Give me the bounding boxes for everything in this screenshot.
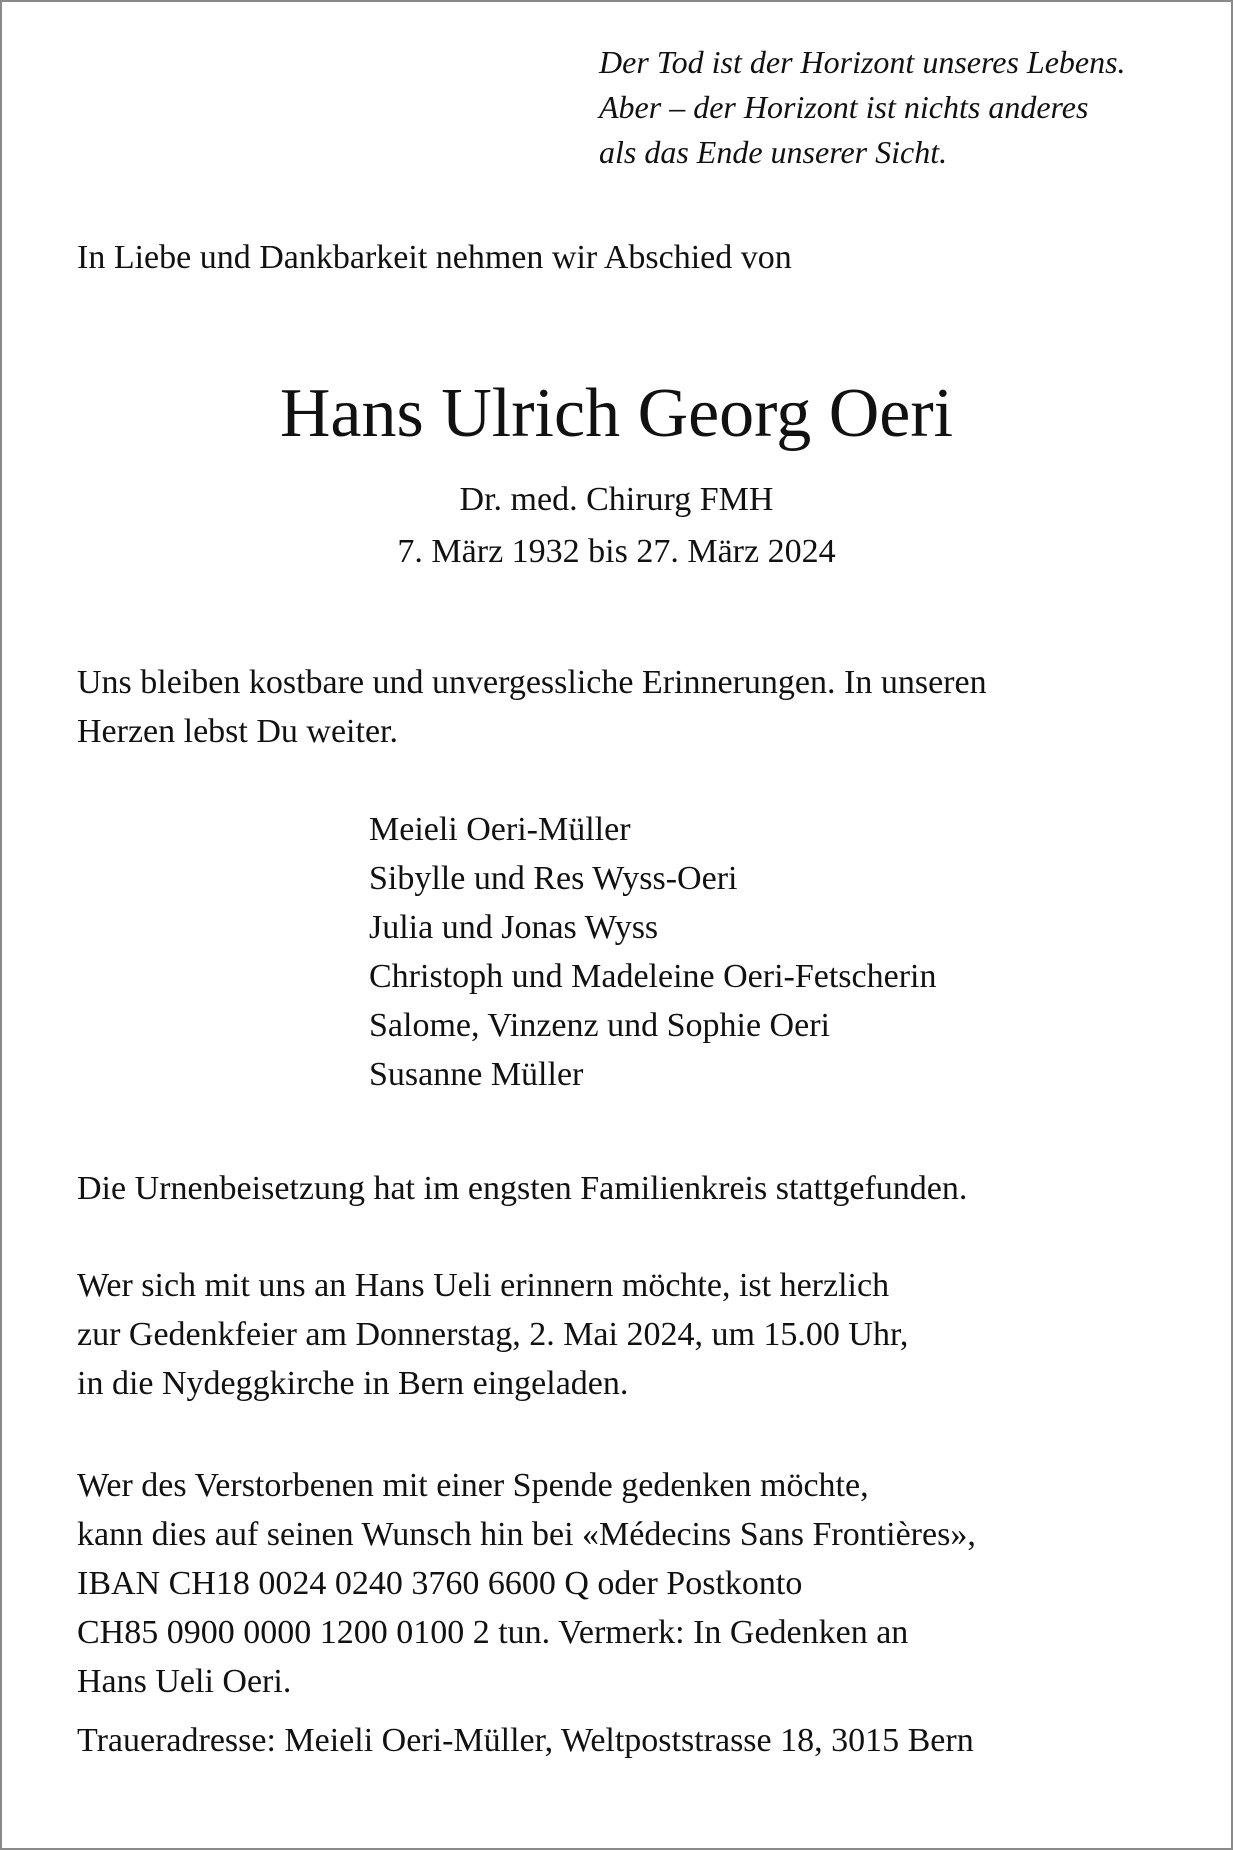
paragraph-line: Hans Ueli Oeri. [77,1663,292,1700]
paragraph-line: Herzen lebst Du weiter. [77,713,398,750]
paragraph-line: kann dies auf seinen Wunsch hin bei «Médecins Sans Frontières», [77,1516,976,1553]
deceased-title: Dr. med. Chirurg FMH [459,481,774,518]
motto-line: Aber – der Horizont ist nichts anderes [599,89,1089,125]
mourner-name: Salome, Vinzenz und Sophie Oeri [369,1007,830,1044]
motto-line: Der Tod ist der Horizont unseres Lebens. [599,44,1126,80]
mourner-name: Julia und Jonas Wyss [369,909,659,946]
paragraph-line: CH85 0900 0000 1200 0100 2 tun. Vermerk: In Gedenken an [77,1614,909,1651]
motto-line: als das Ende unserer Sicht. [599,134,948,170]
burial-paragraph [77,1164,967,1213]
deceased-details [2,474,1231,578]
memorial-service-paragraph [77,1261,908,1408]
deceased-dates: 7. März 1932 bis 27. März 2024 [397,533,836,570]
paragraph-line: Die Urnenbeisetzung hat im engsten Familienkreis stattgefunden. [77,1170,968,1207]
paragraph-line: Wer des Verstorbenen mit einer Spende gedenken möchte, [77,1467,869,1504]
paragraph-line: Traueradresse: Meieli Oeri-Müller, Weltpoststrasse 18, 3015 Bern [77,1722,974,1759]
mourners-list [369,805,936,1099]
donation-paragraph [77,1461,976,1706]
paragraph-line: in die Nydeggkirche in Bern eingeladen. [77,1365,629,1402]
motto-quote [599,40,1126,175]
mourner-name: Susanne Müller [369,1056,584,1093]
intro-text: In Liebe und Dankbarkeit nehmen wir Abschied von [77,239,792,276]
paragraph-line: Wer sich mit uns an Hans Ueli erinnern möchte, ist herzlich [77,1267,890,1304]
deceased-name: Hans Ulrich Georg Oeri [279,375,954,452]
paragraph-line: IBAN CH18 0024 0240 3760 6600 Q oder Postkonto [77,1565,803,1602]
paragraph-line: Uns bleiben kostbare und unvergessliche Erinnerungen. In unseren [77,664,987,701]
paragraph-line: zur Gedenkfeier am Donnerstag, 2. Mai 2024, um 15.00 Uhr, [77,1316,909,1353]
mourning-address [77,1716,974,1765]
memories-paragraph [77,658,987,756]
mourner-name: Sibylle und Res Wyss-Oeri [369,860,738,897]
mourner-name: Christoph und Madeleine Oeri-Fetscherin [369,958,937,995]
mourner-name: Meieli Oeri-Müller [369,811,631,848]
